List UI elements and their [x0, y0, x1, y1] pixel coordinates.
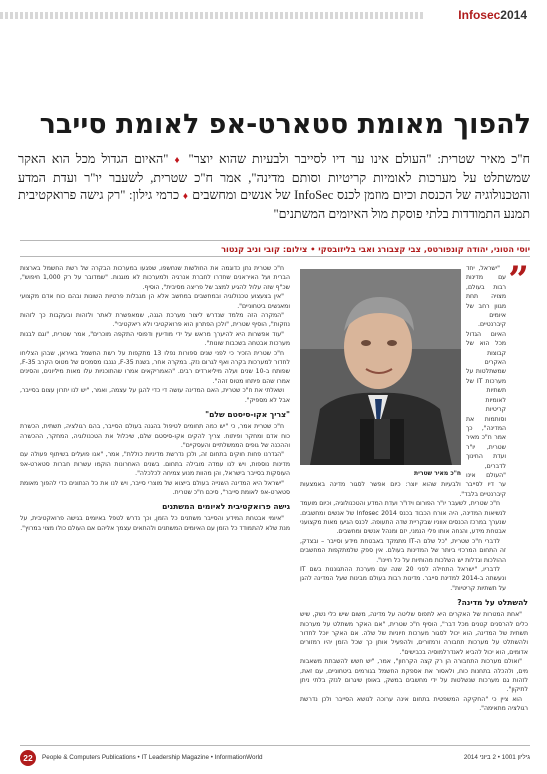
brand-year: 2014 [500, 8, 527, 22]
paragraph: "הגדרנו פחות חוקים בתחום זה, ולכן נדרשת מדיניות כוללת", אמר, "אנו פועלים בשיתוף פעולה עם מדינות נוספות, ויש לנו עמדה מובילה בתחום. בשנים האחרונות הוקמו עשרות חברות סטארט-אפ העוסקות בסייבר בישראל, והן מהוות מנוע צמיחה לכלכלה". [20, 451, 290, 478]
photo-float-space [300, 264, 466, 480]
subheading: להשתלט על מדינה? [457, 598, 528, 608]
paragraph: ח"כ שטרית, לשעבר יו"ר הפורום וידו"ר ועדת המדע והטכנולוגיה, וכיום מועמד לנשיאות המדינה, היה אורח הכבוד בכנס Infosec 2014 של אנשים ומחשבים. שנערך במרכז הכנסים אווניו שבקריית שדה התעופה. לכנס הגיעו מאות מקצועני אבטחת מידע, והנחה אותו פלי הנמני, יזם ומנהל אנשים ומחשבים. [300, 500, 506, 536]
paragraph: לדברי ח"כ שטרית, "כל שלם ה-IT מתמקד באבטחת מידע וסייבר – ובצדק, זה התחום המרכזי ביותר של המדינות בעולם. אין ספק שלמתקפות המחשבים ההולכות וגדלות יש השלכות מהותיות על כל חיינו". [300, 537, 506, 564]
diamond-separator-icon: ♦ [182, 191, 189, 202]
page-footer [20, 750, 530, 766]
lead-part-2: "האיום הגדול מכל הוא האקר שמשתלט על מערכות לאומיות קריטיות וסותם מדינה", אמר ח"כ שטרית, לשעבר יו"ר ועדת המדע והטכנולוגיה של הכנסת וכיום מוזמן לכנס InfoSec של אנשים ומחשבים [18, 152, 530, 202]
paragraph: ח"כ שטרית הזכיר כי לפני שנים ספורות נפלו 13 מתקפות על רשת החשמל באיראן, שבהן הצליחו לחדור למערכות בקרה ואף לגרום נזק. במקרה אחר, בשנת F-35, נגנבו מסמכים של מטוס הקרב F-35, שפותח ב-10 שנים ועלה מיליארדים רבים. "האמריקאים אמרו שהתוכניות עלו מאות מיליונים, והסינים אמרו שהם פיתחו מטוס זהה". [20, 349, 290, 385]
paragraph: "אין בצעצוע טכנולוגיה ובמחשבים במחשב אלא הן מגבלות פרטיות השונות ובהם כוח אדם מקצועי ומאנשים ביטחוניים". [20, 293, 290, 310]
paragraph: ח"כ שטרית נתן כדוגמה את החולשות שנחשפו, שפגעו במערכות הבקרה של רשת החשמל בארצות הברית ועל האיראנים שחדרו לחברת אנרגיה ולמערכות לא מוגנות. "שמדובר על רק 1,000 חיפוש", שכ"ף שזה עלול להגיע למצב של פריצה מסיבית", הוסיף. [20, 265, 290, 291]
text-column-left [20, 264, 290, 740]
paragraph: "ואולם מערכות התחבורה הן רק קצה הקרחון", אמר, "יש חשש להשבתת משאבות מים, ולהכלה בתחנות כוח, ולאסור את אספקת החשמל בגורמים ביטחוניים, עם זאת, לזהות גם מערכות שנשלטות על ידי מחשבים במשק, באופן שיגרום לנזק בלתי ניתן לתיקון". [300, 658, 528, 694]
article-lead [18, 151, 530, 223]
paragraph: "ישראל היא המדינה השנייה בעולם בייצוא של מוצרי סייבר, ויש לנו את כל הנתונים כדי להפוך מאומת סטארט-אפ לאומת סייבר", סיכם ח"כ שטרית. [20, 479, 290, 496]
paragraph: לדבריו, "ישראל התחילה לפני 20 שנה עם מערכת ההתגוננות בשם IT ונעשתה ב-2014 למדינת סייבר. מדינות רבות בעולם מבינות שעל המדינה להגן על תשתיות קריטיות". [300, 566, 506, 592]
paragraph: ושאלתי את ח"כ שטרית, האם המדינה עושה די כדי להגן על עצמה, ואמר, "יש לנו יתרון עצום בסייבר, אבל לא מספיק". [20, 387, 290, 404]
diamond-separator-icon: ♦ [174, 155, 183, 166]
lead-part-1: ח"כ מאיר שטרית: "העולם אינו ער דיו לסייבר ולבעיות שהוא יוצר" [188, 152, 530, 166]
paragraph: "איומי אבטחת המידע והסייבר משתנים כל הזמן, וכך נדרש לטפל באיומים בגישה פרואקטיבית, על מנת שלא להתמודד כל הזמן עם האיומים המשתנים ולהתאים עצמך אליהם אם העולם כולו מצוי במרוץ". [20, 515, 290, 532]
page-number-badge: 22 [20, 750, 36, 766]
text-column-right [300, 259, 529, 740]
decorative-strip [0, 12, 424, 19]
paragraph: הוא ציין כי "החקיקה המשפטית בתחום אינה ערוכה לנושא הסייבר ולכן נדרשת רגולציה מתאימה". [300, 695, 528, 713]
footer-publications: People & Computers Publications • IT Leadership Magazine • InformationWorld [42, 754, 263, 761]
subheading: גישה פרואקטיבית לאיומים המשתנים [162, 502, 290, 512]
article-headline: להפוך מאומת סטארט-אפ לאומת סייבר [39, 109, 531, 140]
paragraph: "המקרה הזה מלמד שנדרש ליצור מערכת הגנה, שמאפשרת לאתר ולזהות ובעקבות כך לזהות נוזקות", הוסיף שטרית, "ולכן הפתרון הוא פרואקטיבי ולא ריאקטיבי". [20, 312, 290, 329]
paragraph: ח"כ שטרית אמר, כי "יש כמה תחומים לטיפול בהגנה בעולם הסייבר, בהם רגולציה, תשתית, הכשרת כוח אדם ומחקר ופיתוח. צריך להקים אקו-סיסטם שלם, שיכלול את הטכנולוגיה, המחקר, ההכשרה וההכנה של גופים הממשלתיים והעסקיים". [20, 423, 290, 449]
paragraph: "ישראל, יחד עם מדינות רבות בעולם, מצויה תחת מגוון רחב של איומים קיברנטיים. האיום הגדול מכל הוא של קבוצות האקרים שמשתלטות על מערכות IT של תשתיות לאומיות קריטיות וסותמות את המדינה", כך אמר ח"כ מאיר שטרית, יו"ר ועדת החינוך לדברים, "העולם אינו ער דיו לסייבר ולבעיות שהוא יוצר: כיום אפשר לסגור מדינה באמצעות קיברנטיים בלבד". [300, 265, 506, 498]
article-credits: יוסי הטוני, יהודה קונפורטס, צבי קצבורג ואבי בליזובסקי • צילום: קובי וניב קנטור [221, 244, 530, 254]
brand-name: Infosec [458, 8, 501, 22]
paragraph: "עוד אפשרות היא להיערך מראש על ידי מודיעין ודפוסי התקפה מוכרים", אמר שטרית, "וגם לבנות מערכות אבטחה בשכבות שונות". [20, 330, 290, 348]
footer-divider [20, 745, 530, 746]
section-brand [458, 8, 527, 22]
lead-part-3: כרמי גילון: "רק גישה פרואקטיבית תמנע התמודדות בלתי פוסקת מול האיומים המשתנים" [18, 188, 530, 221]
divider [20, 240, 530, 241]
subheading: "צריך אקו-סיסטם שלם" [205, 410, 290, 420]
photo-caption: ח"כ מאיר שטרית [413, 470, 461, 477]
paragraph: "אחת המטרות של האקרים היא לתפוס שליטה על מדינה, משום שיש כלי נשק, שיש כלים להרסנים קטנים מכל דבר", הוסיף ח"כ שטרית, "אם האקר משתלט על מערכות תשתית של המדינה, הוא יכול לסגור מערכות חיוניות של שלה. אם האקר יוכל לחדור ולהשתלט על מערכות תחבורה ורמזורים, ולהפעיל אותן כך שכל הזמן יהיו רמזורים אדומים, הוא יכול להביא לאנדרלמוסיה בכבישים". [300, 611, 528, 656]
footer-issue-date: גיליון 1001 • 2 ביוני 2014 [463, 754, 530, 761]
top-bar [0, 0, 547, 26]
divider [20, 256, 530, 257]
quote-mark-icon: ” [508, 259, 529, 301]
